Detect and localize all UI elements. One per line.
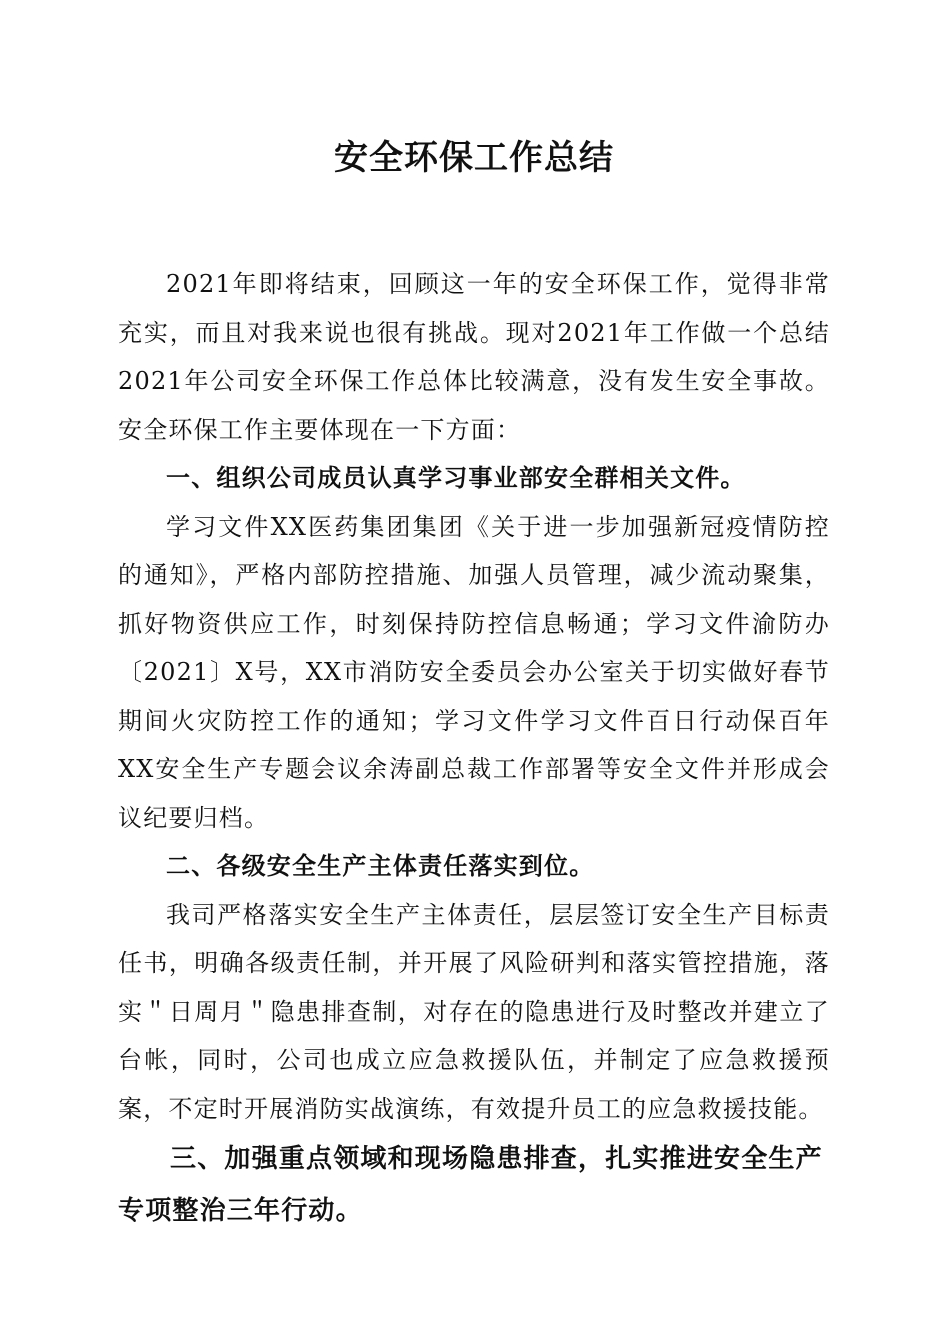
document-page — [118, 128, 830, 1237]
section-3-heading: 三、加强重点领域和现场隐患排查，扎实推进安全生产专项整治三年行动。 — [118, 1144, 823, 1226]
document-title: 安全环保工作总结 — [334, 138, 614, 178]
section-2-body: 我司严格落实安全生产主体责任，层层签订安全生产目标责任书，明确各级责任制，并开展了风险研判和落实管控措施，落实＂日周月＂隐患排查制，对存在的隐患进行及时整改并建立了台帐，同时，公司也成立应急救援队伍，并制定了应急救援预案，不定时开展消防实战演练，有效提升员工的应急救援技能。 — [118, 900, 830, 1123]
section-1-body: 学习文件XX医药集团集团《关于进一步加强新冠疫情防控的通知》，严格内部防控措施、加强人员管理，减少流动聚集，抓好物资供应工作，时刻保持防控信息畅通；学习文件渝防办〔2021〕X号，XX市消防安全委员会办公室关于切实做好春节期间火灾防控工作的通知；学习文件学习文件百日行动保百年XX安全生产专题会议余涛副总裁工作部署等安全文件并形成会议纪要归档。 — [118, 512, 830, 832]
section-1-heading: 一、组织公司成员认真学习事业部安全群相关文件。 — [166, 464, 746, 492]
intro-paragraph: 2021年即将结束，回顾这一年的安全环保工作，觉得非常充实，而且对我来说也很有挑战。现对2021年工作做一个总结2021年公司安全环保工作总体比较满意，没有发生安全事故。安全环保工作主要体现在一下方面： — [118, 270, 830, 444]
section-2-heading: 二、各级安全生产主体责任落实到位。 — [166, 852, 595, 880]
